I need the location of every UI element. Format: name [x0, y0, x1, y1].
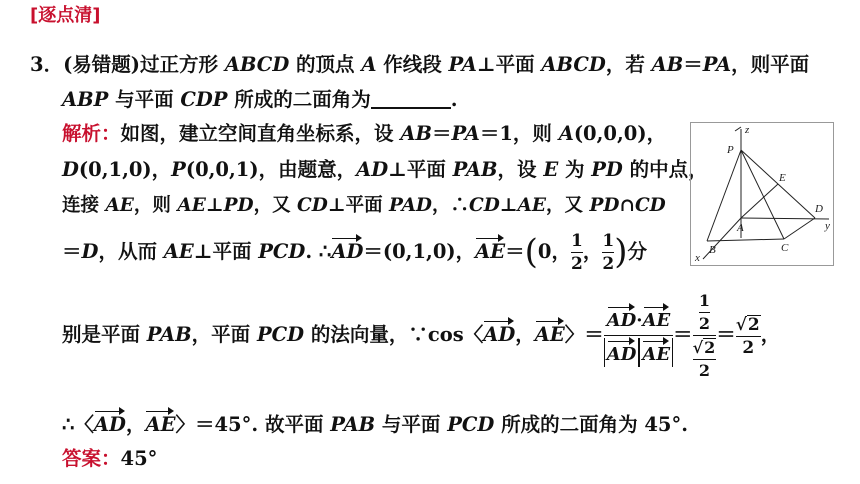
label-y: y	[825, 220, 830, 232]
label-e: E	[779, 172, 786, 184]
label-a: A	[737, 222, 744, 234]
text: 所成的二面角为 45°.	[494, 413, 689, 436]
answer-blank	[371, 89, 451, 109]
solution-line-2	[62, 157, 708, 183]
answer-label: 答案：	[62, 447, 121, 470]
math-var: PA	[451, 122, 480, 145]
text: ，	[125, 413, 146, 436]
right-paren: )	[614, 232, 628, 272]
math-var: D	[81, 240, 99, 263]
problem-line-2	[62, 87, 458, 113]
text: 的中点，	[622, 158, 708, 181]
text: ，∴	[431, 195, 469, 216]
sqrt-expression	[736, 315, 761, 334]
magnitude	[639, 338, 673, 367]
text: 如图，建立空间直角坐标系，设	[120, 122, 401, 145]
fraction-bar	[571, 252, 583, 253]
text: 别是平面	[62, 323, 147, 346]
radicand: 2	[747, 314, 760, 335]
text: ⊥	[205, 195, 224, 216]
text: ，	[760, 323, 781, 346]
label-b: B	[709, 244, 716, 256]
math-var: CD	[634, 195, 666, 216]
pyramid-diagram	[691, 123, 833, 265]
text: 分	[627, 240, 647, 263]
math-var: A	[558, 122, 574, 145]
y-axis	[741, 218, 829, 219]
math-var: AB	[651, 53, 684, 76]
text: 作线段	[376, 53, 449, 76]
numerator: 1	[570, 231, 583, 251]
text: .	[450, 88, 458, 111]
text: 与平面	[108, 88, 181, 111]
answer-line	[62, 446, 157, 472]
numerator: 1	[602, 231, 615, 251]
vector-ad: AD	[331, 235, 363, 261]
text: ＝	[62, 240, 82, 263]
text: ＝	[431, 122, 452, 145]
fraction-bar	[693, 359, 717, 360]
math-var: CD	[297, 195, 328, 216]
math-var: ABP	[62, 88, 109, 111]
text: 〉＝	[564, 323, 604, 346]
fraction-bar	[604, 335, 673, 336]
z-axis-arrow	[735, 127, 741, 131]
text: ⊥平面	[327, 195, 390, 216]
vector-ae: AE	[145, 408, 175, 434]
math-var: PD	[223, 195, 254, 216]
solution-line-4	[62, 230, 647, 274]
problem-line-1	[30, 52, 809, 78]
text: ＝	[505, 240, 525, 263]
vector-ad: AD	[94, 408, 126, 434]
math-var: PD	[589, 195, 620, 216]
compound-fraction	[693, 292, 717, 380]
vector-ad: AD	[607, 338, 637, 364]
math-var: PAD	[389, 195, 432, 216]
problem-number: 3．	[30, 53, 64, 76]
math-var: D	[62, 158, 79, 181]
text: ＝1，则	[479, 122, 559, 145]
text: ，若	[605, 53, 652, 76]
left-paren: (	[524, 232, 538, 272]
math-var: PCD	[256, 323, 305, 346]
math-var: PA	[448, 53, 477, 76]
numerator	[699, 292, 710, 333]
math-var: PCD	[447, 413, 495, 436]
text: ，平面	[191, 323, 257, 346]
math-var: ABCD	[224, 53, 290, 76]
text: ∩	[619, 195, 635, 216]
denominator: 2	[742, 337, 755, 358]
text: 0，	[537, 240, 571, 263]
edge-pb	[707, 150, 741, 241]
fraction-bar	[699, 312, 710, 313]
denominator: 2	[602, 254, 615, 274]
solution-line-5	[62, 290, 780, 380]
label-p: P	[727, 144, 734, 156]
text: ，又	[546, 195, 590, 216]
text: 为	[558, 158, 592, 181]
solution-label: 解析：	[62, 122, 121, 145]
vector-ad: AD	[607, 304, 637, 330]
denominator: 2	[698, 313, 710, 333]
math-var: AB	[400, 122, 432, 145]
text: ⊥平面	[476, 53, 542, 76]
text: ∴〈	[62, 413, 94, 436]
solution-line-1	[62, 121, 666, 147]
math-var: AE	[105, 195, 134, 216]
vector-ae: AE	[475, 235, 505, 261]
text: 的法向量，∵cos〈	[304, 323, 484, 346]
numerator: 1	[698, 290, 710, 310]
text: . ∴	[305, 240, 332, 263]
vector-ae: AE	[643, 304, 671, 330]
answer-value: 45°	[120, 447, 158, 470]
math-var: PD	[591, 158, 623, 181]
text: 所成的二面角为	[227, 88, 371, 111]
math-var: AE	[517, 195, 547, 216]
math-var: PAB	[330, 413, 376, 436]
result-fraction	[736, 315, 761, 357]
text: ，	[515, 323, 535, 346]
text: (0,0,0)，	[573, 122, 667, 145]
math-var: A	[361, 53, 377, 76]
text: ＝	[683, 53, 703, 76]
text: ，则	[133, 195, 178, 216]
text: ⊥平面	[388, 158, 453, 181]
text: 〉＝45°. 故平面	[175, 413, 331, 436]
numerator	[607, 304, 671, 333]
math-var: ABCD	[541, 53, 606, 76]
math-var: CD	[469, 195, 500, 216]
vector-ae: AE	[535, 318, 565, 344]
denominator	[693, 338, 717, 380]
text: ＝	[673, 323, 693, 346]
solution-line-6	[62, 408, 688, 438]
pyramid-figure	[690, 122, 834, 266]
math-var: AE	[177, 195, 206, 216]
vector-ae: AE	[642, 338, 670, 364]
label-d: D	[815, 203, 823, 215]
sqrt-symbol: √	[692, 337, 704, 357]
math-var: PA	[702, 53, 732, 76]
fraction-half	[571, 232, 583, 273]
label-x: x	[695, 252, 700, 264]
text: 与平面	[375, 413, 448, 436]
sqrt-symbol: √	[735, 314, 747, 335]
text: (易错题)过正方形	[63, 53, 225, 76]
text: ⊥	[499, 195, 518, 216]
math-var: PAB	[146, 323, 192, 346]
math-var: CDP	[180, 88, 228, 111]
math-var: PCD	[258, 240, 306, 263]
denominator	[604, 338, 673, 367]
fraction-bar	[693, 335, 717, 336]
text: ，设	[497, 158, 544, 181]
edge-bc	[707, 239, 784, 241]
edge-pc	[741, 150, 784, 239]
text: ，则平面	[731, 53, 810, 76]
vector-ad: AD	[483, 318, 515, 344]
fraction-half	[602, 232, 614, 273]
text: (0,0,1)，由题意，	[185, 158, 357, 181]
math-var: PAB	[452, 158, 498, 181]
radicand: 2	[704, 337, 716, 357]
magnitude	[604, 338, 640, 367]
label-c: C	[781, 242, 789, 254]
text: ＝	[716, 323, 736, 346]
text: ，又	[253, 195, 298, 216]
label-z: z	[745, 124, 750, 136]
text: 连接	[62, 195, 106, 216]
math-var: P	[171, 158, 186, 181]
text: ⊥平面	[193, 240, 259, 263]
math-var: AD	[356, 158, 389, 181]
cosine-fraction	[604, 304, 673, 367]
fraction-bar	[736, 336, 761, 337]
solution-line-3	[62, 193, 666, 219]
math-var: AE	[163, 240, 194, 263]
text: 的顶点	[289, 53, 362, 76]
text: ＝(0,1,0)，	[363, 240, 476, 263]
denominator: 2	[570, 254, 583, 274]
text: (0,1,0)，	[78, 158, 172, 181]
text: ，	[582, 240, 603, 263]
edge-cd	[784, 218, 815, 239]
dot-operator: ·	[636, 310, 643, 331]
denominator: 2	[698, 360, 710, 380]
sqrt-expression	[693, 338, 717, 357]
fraction-bar	[602, 252, 614, 253]
math-var: E	[543, 158, 559, 181]
section-tag: [逐点清]	[30, 5, 101, 26]
text: ，从而	[98, 240, 164, 263]
